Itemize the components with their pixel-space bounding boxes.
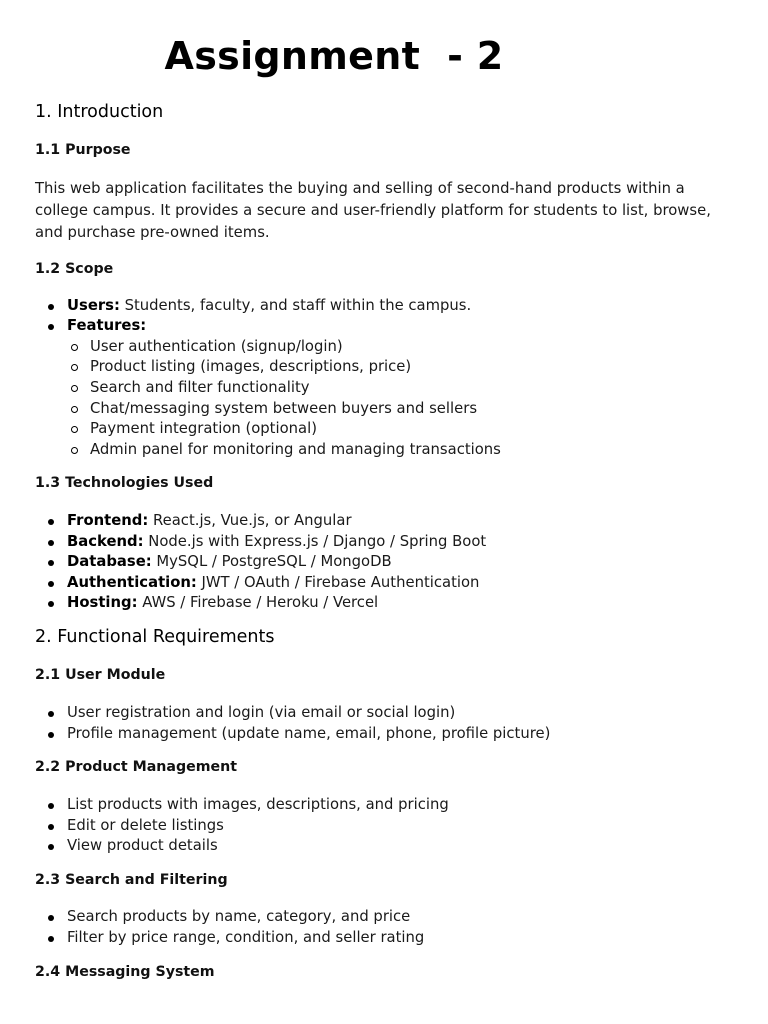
feature-item: Payment integration (optional) [90,420,317,437]
tech-text: React.js, Vue.js, or Angular [148,512,352,529]
tech-label: Authentication: [67,574,197,591]
feature-item: Search and filter functionality [90,379,310,396]
product-management-item: View product details [67,837,218,854]
tech-item-authentication [67,573,479,593]
tech-label: Database: [67,553,152,570]
tech-text: JWT / OAuth / Firebase Authentication [196,574,480,591]
product-management-heading: 2.2 Product Management [35,759,238,775]
feature-item: User authentication (signup/login) [90,338,343,355]
feature-item: Product listing (images, descriptions, price) [90,358,412,375]
user-module-item: User registration and login (via email or social login) [67,704,456,721]
scope-users-item [67,296,471,316]
feature-item: Admin panel for monitoring and managing transactions [90,441,501,458]
scope-heading: 1.2 Scope [35,261,114,277]
messaging-system-heading: 2.4 Messaging System [35,964,215,980]
page-title: Assignment - 2 [164,34,504,78]
tech-label: Hosting: [67,594,138,611]
section-introduction-heading: 1. Introduction [35,102,164,122]
tech-text: AWS / Firebase / Heroku / Vercel [137,594,379,611]
search-filtering-heading: 2.3 Search and Filtering [35,872,228,888]
tech-item-backend [67,532,486,552]
tech-text: Node.js with Express.js / Django / Spring Boot [143,533,487,550]
tech-label: Frontend: [67,512,149,529]
features-label: Features: [67,317,147,334]
feature-item: Chat/messaging system between buyers and sellers [90,400,478,417]
users-label: Users: [67,297,120,314]
tech-item-database [67,552,392,572]
tech-text: MySQL / PostgreSQL / MongoDB [151,553,392,570]
purpose-paragraph: This web application facilitates the buying and selling of second-hand products within a college campus. It provides a secure and user-friendly platform for students to list, browse, and purchase pre-owned items. [35,180,711,241]
user-module-heading: 2.1 User Module [35,667,166,683]
product-management-item: List products with images, descriptions, and pricing [67,796,449,813]
user-module-item: Profile management (update name, email, phone, profile picture) [67,725,551,742]
search-filtering-item: Search products by name, category, and price [67,908,411,925]
search-filtering-item: Filter by price range, condition, and seller rating [67,929,425,946]
tech-item-hosting [67,593,378,613]
product-management-item: Edit or delete listings [67,817,224,834]
purpose-heading: 1.1 Purpose [35,142,131,158]
section-functional-heading: 2. Functional Requirements [35,627,275,647]
tech-label: Backend: [67,533,144,550]
users-text: Students, faculty, and staff within the campus. [119,297,472,314]
scope-features-item [67,316,146,336]
technologies-heading: 1.3 Technologies Used [35,475,214,491]
tech-item-frontend [67,511,352,531]
